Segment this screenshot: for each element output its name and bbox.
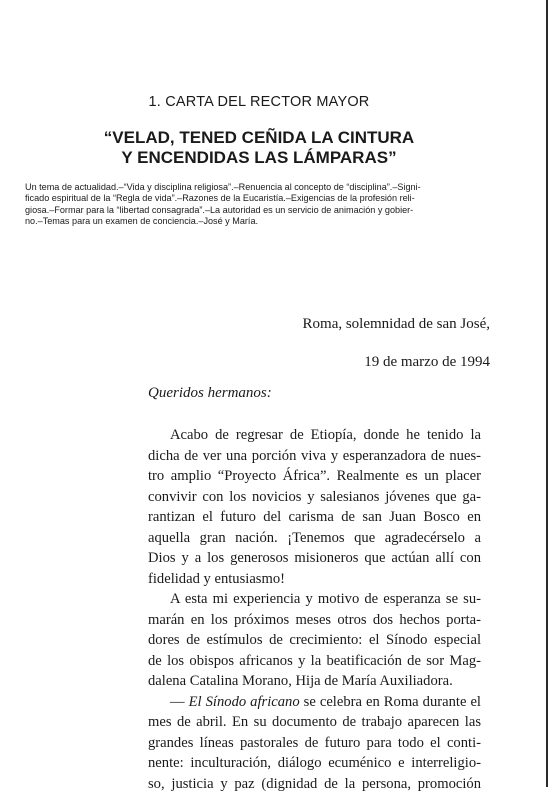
summary-line: Un tema de actualidad.–“Vida y disciplina religiosa”.–Renuencia al concepto de “disciplina”.–Signi- — [25, 182, 485, 193]
dateline-place: Roma, solemnidad de san José, — [303, 316, 490, 333]
paragraph-line: fidelidad y entusiasmo! — [148, 569, 481, 590]
title-line-1: “VELAD, TENED CEÑIDA LA CINTURA — [0, 128, 518, 148]
paragraph-line: dicha de ver una porción viva y esperanzadora de nues- — [148, 446, 481, 467]
dateline-date: 19 de marzo de 1994 — [364, 354, 490, 371]
paragraph-line: dalena Catalina Morano, Hija de María Auxiliadora. — [148, 671, 481, 692]
paragraph-line — [148, 692, 481, 713]
paragraph-3 — [148, 692, 481, 794]
paragraph-line: convivir con los novicios y salesianos jóvenes que ga- — [148, 487, 481, 508]
paragraph-line: aquella gran nación. ¡Tenemos que agradecérselo a — [148, 528, 481, 549]
letter-title — [0, 128, 518, 168]
paragraph-line: nente: inculturación, diálogo ecuménico e interreligio- — [148, 753, 481, 774]
letter-body — [148, 425, 481, 794]
paragraph-line: de los obispos africanos y la beatificación de sor Mag- — [148, 651, 481, 672]
paragraph-line: A esta mi experiencia y motivo de esperanza se su- — [148, 589, 481, 610]
paragraph-line: grandes líneas pastorales de futuro para todo el conti- — [148, 733, 481, 754]
title-line-2: Y ENCENDIDAS LAS LÁMPARAS” — [0, 148, 518, 168]
paragraph-line: marán en los próximos meses otros dos hechos porta- — [148, 610, 481, 631]
paragraph-line: Acabo de regresar de Etiopía, donde he tenido la — [148, 425, 481, 446]
paragraph-1 — [148, 425, 481, 589]
summary-line: giosa.–Formar para la “libertad consagrada”.–La autoridad es un servicio de animación y gobier- — [25, 205, 485, 216]
paragraph-line: dores de estímulos de crecimiento: el Sínodo especial — [148, 630, 481, 651]
paragraph-2 — [148, 589, 481, 692]
salutation: Queridos hermanos: — [148, 385, 272, 402]
summary-line: no.–Temas para un examen de conciencia.–José y María. — [25, 216, 485, 227]
paragraph-line: tro amplio “Proyecto África”. Realmente es un placer — [148, 466, 481, 487]
paragraph-line-rest: se celebra en Roma durante el — [300, 694, 481, 710]
summary-line: ficado espiritual de la “Regla de vida”.–Razones de la Eucaristía.–Exigencias de la profesión reli- — [25, 193, 485, 204]
paragraph-line: mes de abril. En su documento de trabajo aparecen las — [148, 712, 481, 733]
paragraph-line: so, justicia y paz (dignidad de la persona, promoción — [148, 774, 481, 794]
paragraph-line: rantizan el futuro del carisma de san Juan Bosco en — [148, 507, 481, 528]
paragraph-line: Dios y a los generosos misioneros que actúan allí con — [148, 548, 481, 569]
section-heading: 1. CARTA DEL RECTOR MAYOR — [0, 94, 518, 110]
em-dash: — — [170, 694, 189, 710]
emphasis-text: El Sínodo africano — [189, 694, 300, 710]
summary-abstract — [25, 182, 485, 227]
